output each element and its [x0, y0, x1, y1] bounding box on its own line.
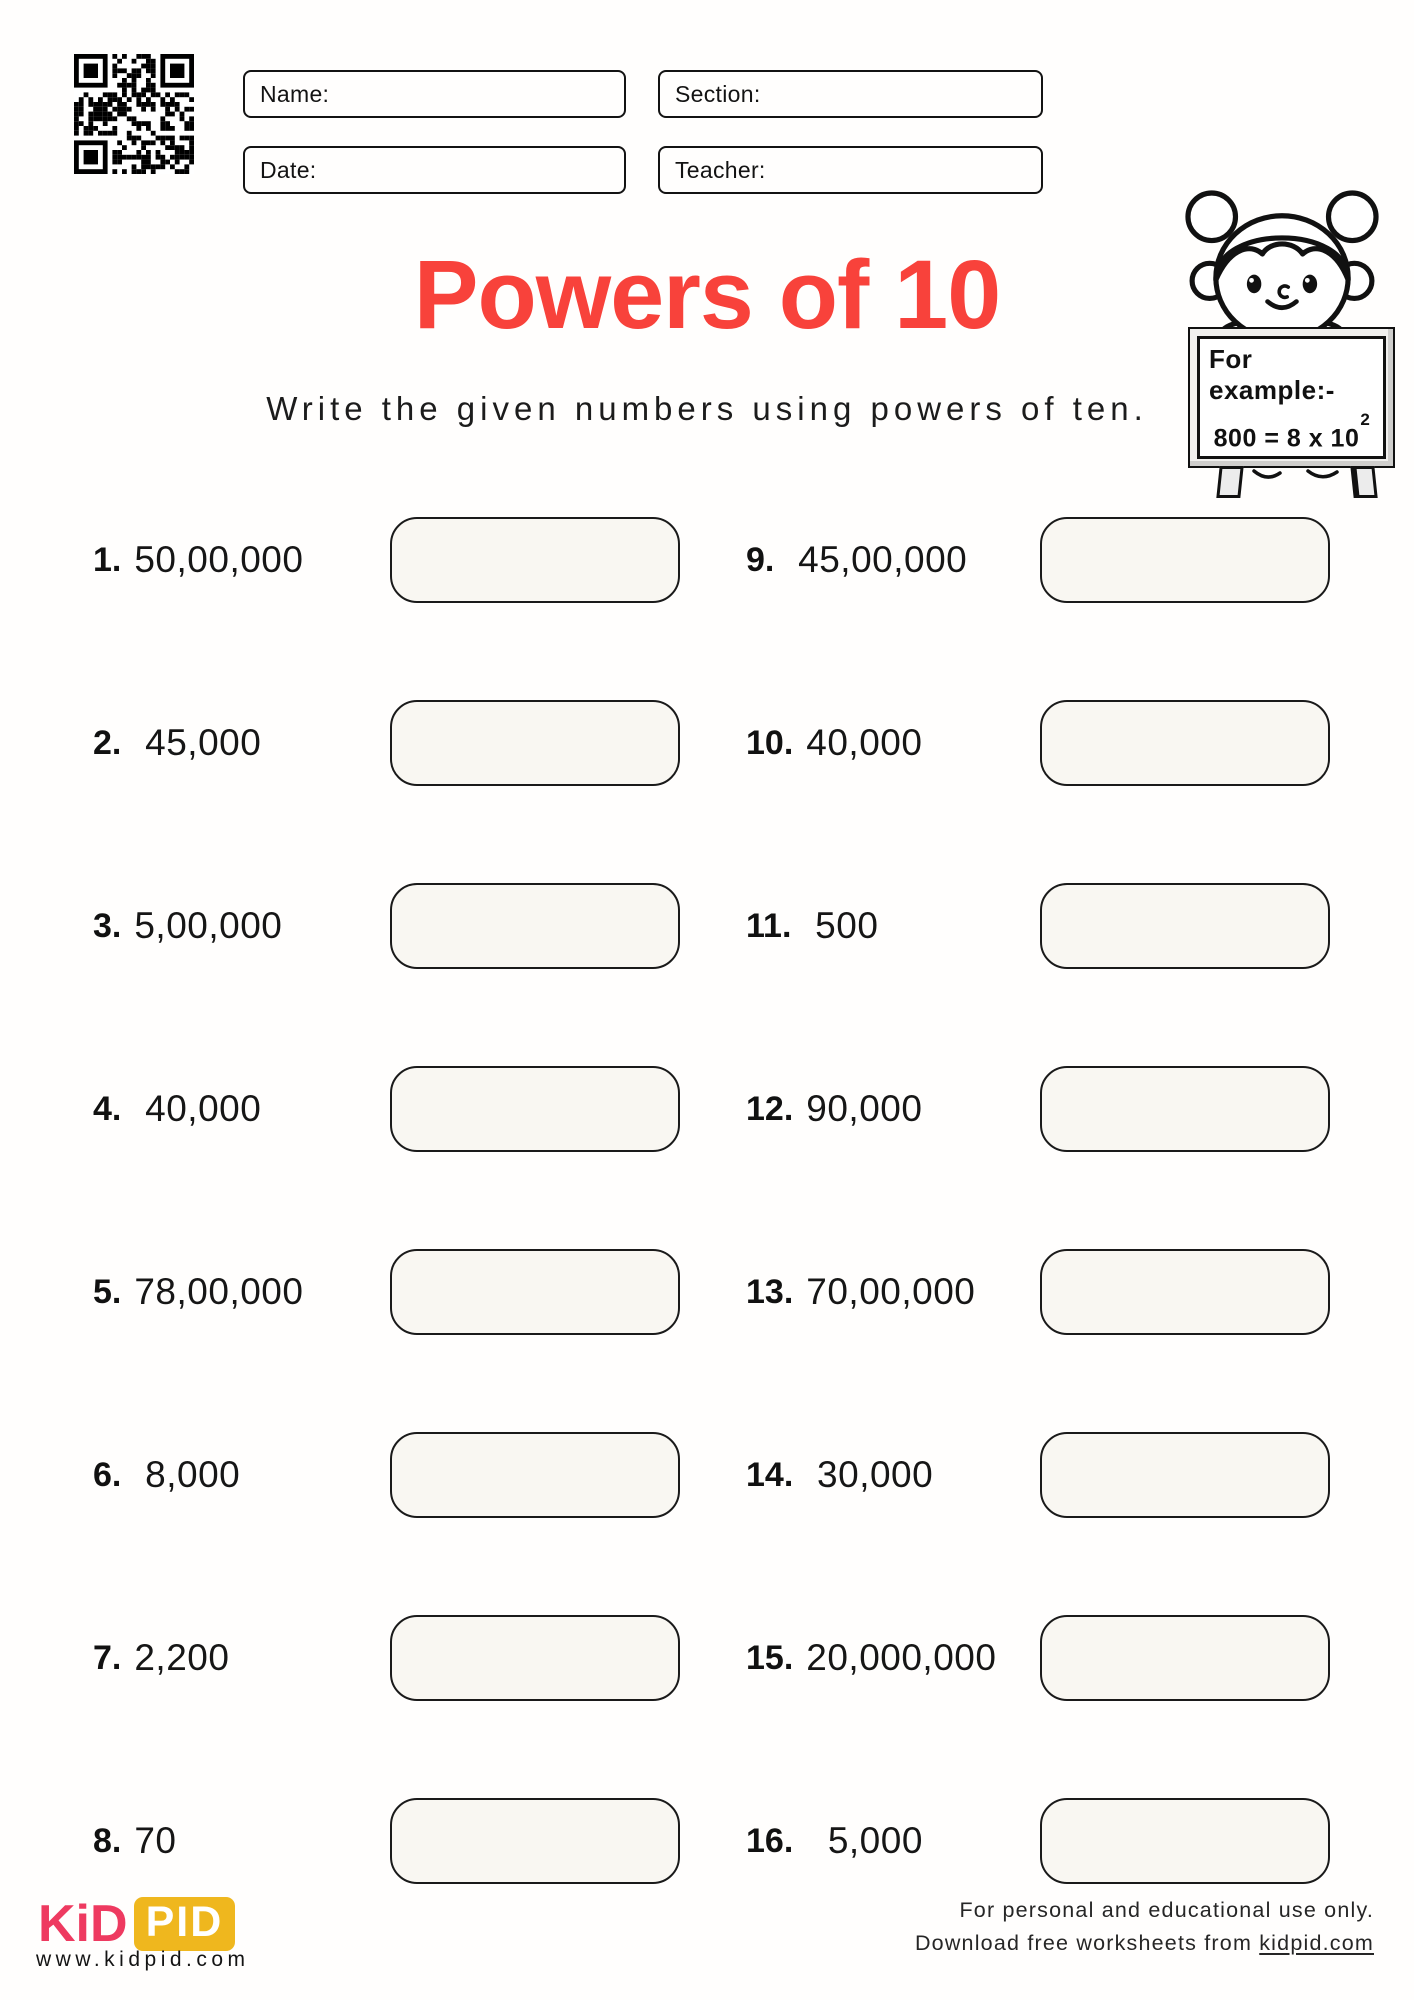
date-label: Date:: [260, 156, 317, 183]
name-field[interactable]: [243, 70, 626, 118]
problem-value: 20,000,000: [806, 1637, 997, 1678]
problem-row: [746, 700, 922, 786]
problem-row: [746, 1249, 975, 1335]
problem-number: 13.: [746, 1272, 794, 1311]
problem-number: 6.: [93, 1455, 122, 1494]
problem-value: 40,000: [806, 722, 923, 763]
problem-value: 500: [804, 905, 879, 946]
problem-value: 5,00,000: [134, 905, 283, 946]
problem-row: [93, 1066, 261, 1152]
answer-box[interactable]: [390, 1432, 680, 1518]
name-label: Name:: [260, 80, 330, 107]
example-equation-exponent: 2: [1360, 410, 1371, 429]
page-subtitle: Write the given numbers using powers of ten.: [266, 390, 1148, 427]
problem-row: [746, 1066, 922, 1152]
problem-number: 7.: [93, 1638, 122, 1677]
problem-number: 11.: [746, 906, 792, 945]
sign-leg-left: [1216, 466, 1243, 498]
date-field[interactable]: [243, 146, 626, 194]
answer-box[interactable]: [390, 517, 680, 603]
example-sign-panel: [1197, 336, 1386, 459]
example-heading: For example:-: [1209, 344, 1335, 405]
qr-code: [74, 54, 194, 174]
problem-number: 12.: [746, 1089, 794, 1128]
problem-value: 45,00,000: [787, 539, 968, 580]
problem-value: 70: [134, 1820, 177, 1861]
example-sign: [1188, 327, 1395, 468]
problem-row: [746, 883, 878, 969]
problem-row: [93, 1249, 303, 1335]
problem-value: 90,000: [806, 1088, 923, 1129]
footer-note-line1: For personal and educational use only.: [959, 1898, 1374, 1922]
problem-number: 5.: [93, 1272, 122, 1311]
section-field[interactable]: [658, 70, 1043, 118]
answer-box[interactable]: [1040, 1798, 1330, 1884]
problem-row: [93, 883, 282, 969]
footer-note: [915, 1894, 1374, 1960]
problem-value: 2,200: [134, 1637, 230, 1678]
sign-squiggle: [1246, 466, 1356, 484]
problem-value: 45,000: [134, 722, 262, 763]
example-equation-base: 800 = 8 x 10: [1213, 424, 1360, 453]
problem-number: 8.: [93, 1821, 122, 1860]
kidpid-logo: [38, 1894, 235, 1954]
problem-row: [93, 1615, 229, 1701]
problem-number: 15.: [746, 1638, 794, 1677]
problem-number: 9.: [746, 540, 775, 579]
problem-value: 70,00,000: [806, 1271, 976, 1312]
answer-box[interactable]: [390, 700, 680, 786]
problem-value: 50,00,000: [134, 539, 304, 580]
problem-number: 4.: [93, 1089, 122, 1128]
answer-box[interactable]: [390, 1615, 680, 1701]
problem-row: [93, 700, 261, 786]
problem-number: 16.: [746, 1821, 794, 1860]
footer-kidpid-link[interactable]: kidpid.com: [1259, 1931, 1374, 1955]
website-url: www.kidpid.com: [36, 1948, 250, 1971]
problem-value: 8,000: [134, 1454, 241, 1495]
answer-box[interactable]: [390, 883, 680, 969]
example-equation: [1209, 410, 1374, 453]
answer-box[interactable]: [1040, 700, 1330, 786]
answer-box[interactable]: [1040, 1615, 1330, 1701]
answer-box[interactable]: [390, 1066, 680, 1152]
answer-box[interactable]: [1040, 517, 1330, 603]
teacher-field[interactable]: [658, 146, 1043, 194]
page-title: Powers of 10: [413, 240, 1001, 349]
problem-row: [746, 1798, 923, 1884]
answer-box[interactable]: [1040, 1066, 1330, 1152]
problem-value: 30,000: [806, 1454, 934, 1495]
problem-row: [93, 1798, 177, 1884]
problem-number: 10.: [746, 723, 794, 762]
teacher-label: Teacher:: [675, 156, 766, 183]
problem-number: 2.: [93, 723, 122, 762]
logo-kid-text: KiD: [38, 1895, 128, 1953]
answer-box[interactable]: [1040, 1249, 1330, 1335]
problem-value: 5,000: [806, 1820, 923, 1861]
footer-note-line2-prefix: Download free worksheets from: [914, 1931, 1260, 1955]
problem-value: 78,00,000: [134, 1271, 304, 1312]
answer-box[interactable]: [1040, 883, 1330, 969]
section-label: Section:: [675, 80, 761, 107]
problem-row: [93, 1432, 240, 1518]
problem-row: [93, 517, 303, 603]
footer-note-line2: [915, 1927, 1374, 1960]
problem-row: [746, 517, 967, 603]
answer-box[interactable]: [390, 1249, 680, 1335]
answer-box[interactable]: [1040, 1432, 1330, 1518]
problem-row: [746, 1615, 996, 1701]
problem-row: [746, 1432, 933, 1518]
problem-number: 3.: [93, 906, 122, 945]
problem-number: 1.: [93, 540, 122, 579]
problem-number: 14.: [746, 1455, 794, 1494]
answer-box[interactable]: [390, 1798, 680, 1884]
logo-pid-text: PID: [145, 1898, 224, 1946]
problem-value: 40,000: [134, 1088, 262, 1129]
logo-pid-badge: [134, 1897, 236, 1951]
